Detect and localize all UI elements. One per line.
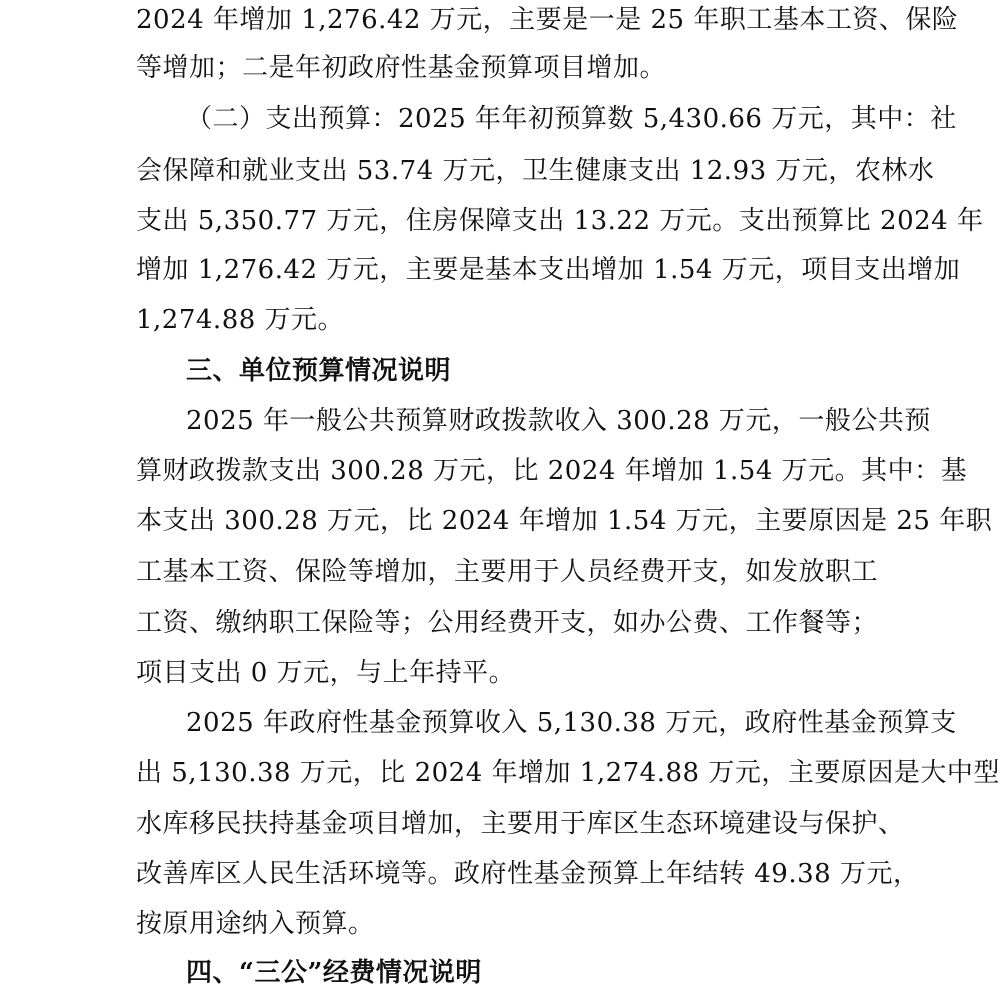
text-line: 出 5,130.38 万元，比 2024 年增加 1,274.88 万元，主要原因是大中型 xyxy=(136,758,1000,788)
text-line: 增加 1,276.42 万元，主要是基本支出增加 1.54 万元，项目支出增加 xyxy=(136,255,961,285)
section-heading: 三、单位预算情况说明 xyxy=(186,356,452,386)
paragraph-start-line: 2025 年政府性基金预算收入 5,130.38 万元，政府性基金预算支 xyxy=(186,708,957,738)
text-line: 本支出 300.28 万元，比 2024 年增加 1.54 万元，主要原因是 25 年职 xyxy=(136,506,993,536)
paragraph-start-line: 2025 年一般公共预算财政拨款收入 300.28 万元，一般公共预 xyxy=(186,406,931,436)
text-line: 水库移民扶持基金项目增加，主要用于库区生态环境建设与保护、 xyxy=(136,809,905,839)
text-line: 支出 5,350.77 万元，住房保障支出 13.22 万元。支出预算比 2024 年 xyxy=(136,206,984,236)
text-line: 按原用途纳入预算。 xyxy=(136,909,375,939)
text-line: 2024 年增加 1,276.42 万元，主要是一是 25 年职工基本工资、保险 xyxy=(136,5,959,35)
text-line: 工资、缴纳职工保险等；公用经费开支，如办公费、工作餐等； xyxy=(136,608,879,638)
text-line: 会保障和就业支出 53.74 万元，卫生健康支出 12.93 万元，农林水 xyxy=(136,156,935,186)
text-line: 工基本工资、保险等增加，主要用于人员经费开支，如发放职工 xyxy=(136,557,879,587)
text-line: 改善库区人民生活环境等。政府性基金预算上年结转 49.38 万元， xyxy=(136,859,920,889)
section-heading: 四、“三公”经费情况说明 xyxy=(186,958,482,988)
text-line: 算财政拨款支出 300.28 万元，比 2024 年增加 1.54 万元。其中：基 xyxy=(136,456,968,486)
text-line: 1,274.88 万元。 xyxy=(136,305,345,335)
text-line: 等增加；二是年初政府性基金预算项目增加。 xyxy=(136,53,667,83)
paragraph-start-line: （二）支出预算：2025 年年初预算数 5,430.66 万元，其中：社 xyxy=(186,104,957,134)
text-line: 项目支出 0 万元，与上年持平。 xyxy=(136,658,516,688)
